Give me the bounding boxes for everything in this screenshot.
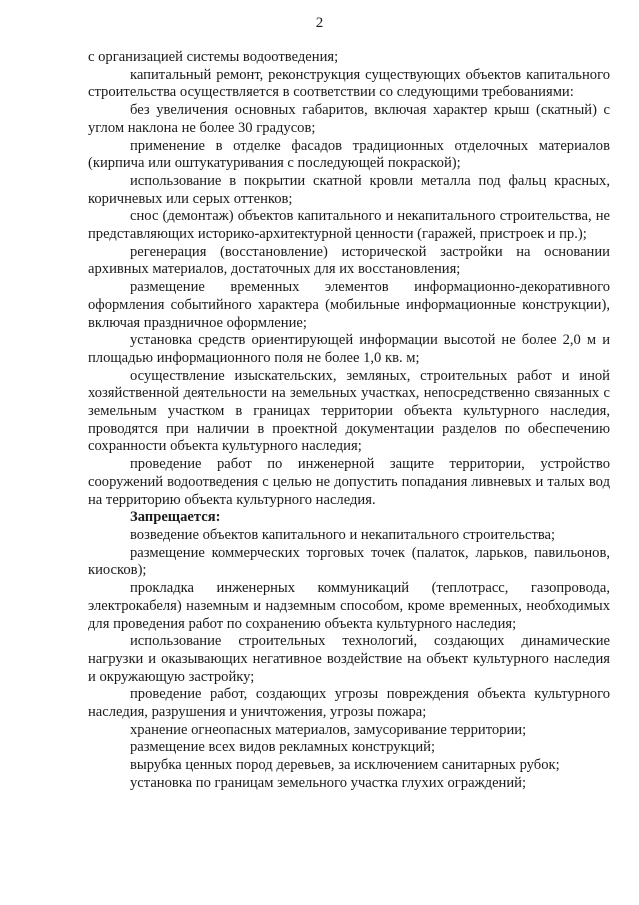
- paragraph-prohibit-fences: установка по границам земельного участка глухих ограждений;: [130, 774, 527, 791]
- paragraph-earthworks: осуществление изыскательских, земляных, строительных работ и иной хозяйственной деятельности на земельных участках, непосредственно связанных с земельным участком в границах территории объекта культурного наследия, проводятся при наличии в проектной документации разделов по обеспечению сохранности объекта культурного наследия;: [88, 367, 610, 455]
- paragraph-prohibit-tree-felling: вырубка ценных пород деревьев, за исключением санитарных рубок;: [130, 757, 560, 774]
- paragraph-demolition: снос (демонтаж) объектов капитального и некапитального строительства, не представляющих историко-архитектурной ценности (гаражей, пристроек и пр.);: [88, 208, 610, 243]
- paragraph-temporary-decor: размещение временных элементов информационно-декоративного оформления событийного характера (мобильные информационные конструкции), включая праздничное оформление;: [88, 279, 610, 331]
- paragraph-facade-materials: применение в отделке фасадов традиционных отделочных материалов (кирпича или оштукатуривания с последующей покраской);: [88, 137, 610, 172]
- paragraph-orientation-signs: установка средств ориентирующей информации высотой не более 2,0 м и площадью информационного поля не более 1,0 кв. м;: [88, 332, 610, 366]
- paragraph-roofing: использование в покрытии скатной кровли металла под фальц красных, коричневых или серых оттенков;: [88, 172, 610, 207]
- paragraph-prohibit-utilities: прокладка инженерных коммуникаций (теплотрасс, газопровода, электрокабеля) наземным и надземным способом, кроме временных, необходимых для проведения работ по сохранению объекта культурного наследия;: [88, 580, 610, 632]
- paragraph-capital-repair: капитальный ремонт, реконструкция существующих объектов капитального строительства осуществляется в соответствии со следующими требованиями:: [88, 66, 610, 101]
- paragraph-prohibit-flammables: хранение огнеопасных материалов, замусоривание территории;: [130, 721, 527, 738]
- paragraph-engineering-protection: проведение работ по инженерной защите территории, устройство сооружений водоотведения с целью не допустить попадания ливневых и талых вод на территорию объекта культурного наследия.: [88, 456, 610, 508]
- paragraph-prohibit-construction: возведение объектов капитального и некапитального строительства;: [130, 526, 556, 543]
- paragraph-regeneration: регенерация (восстановление) исторической застройки на основании архивных материалов, достаточных для их восстановления;: [88, 243, 610, 278]
- paragraph-prohibit-damage-threats: проведение работ, создающих угрозы повреждения объекта культурного наследия, разрушения и уничтожения, угрозы пожара;: [88, 686, 610, 721]
- prohibited-heading: Запрещается:: [130, 509, 221, 526]
- paragraph-prohibit-kiosks: размещение коммерческих торговых точек (палаток, ларьков, павильонов, киосков);: [88, 544, 610, 579]
- paragraph-prohibit-advertising: размещение всех видов рекламных конструкций;: [130, 739, 436, 756]
- document-body: [88, 49, 610, 793]
- paragraph-intro-continuation: с организацией системы водоотведения;: [88, 49, 339, 65]
- paragraph-prohibit-dynamic-loads: использование строительных технологий, создающих динамические нагрузки и оказывающих негативное воздействие на объект культурного наследия и окружающую застройку;: [88, 633, 610, 685]
- page-number: 2: [315, 15, 324, 31]
- paragraph-dimensions: без увеличения основных габаритов, включая характер крыш (скатный) с углом наклона не более 30 градусов;: [88, 102, 610, 136]
